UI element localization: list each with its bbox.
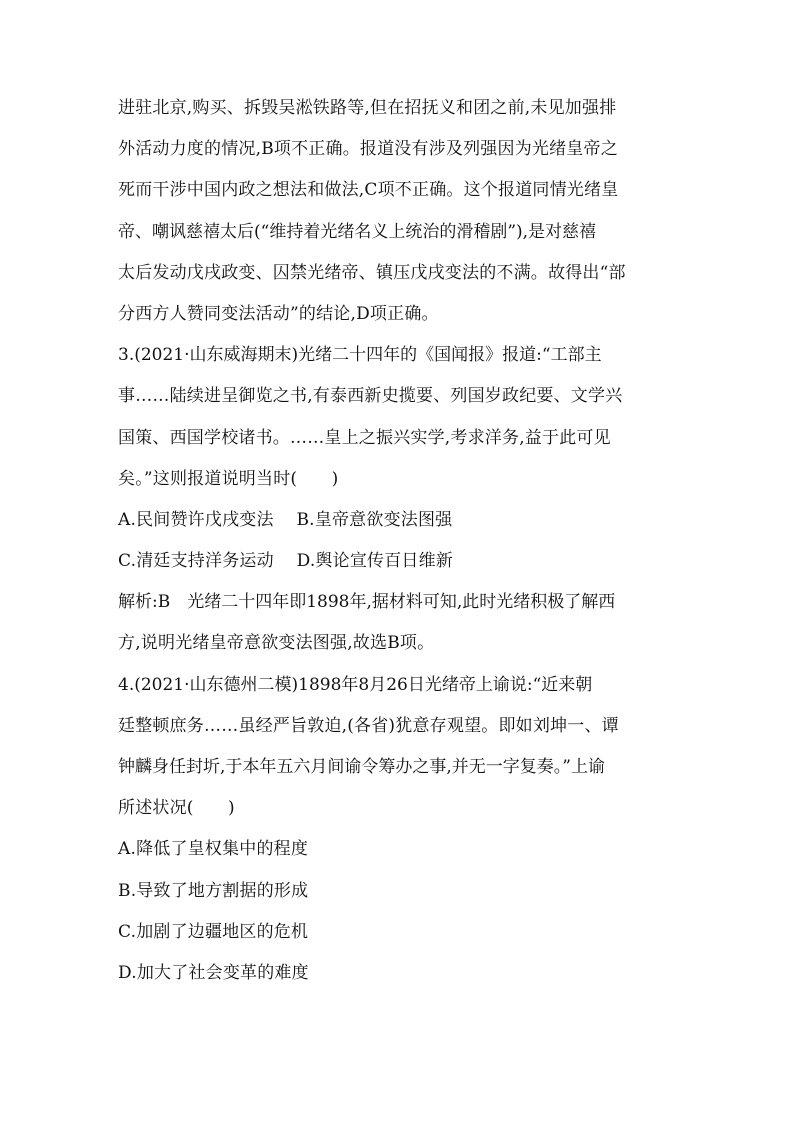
text-line: 方,说明光绪皇帝意欲变法图强,故选B项。 xyxy=(118,633,435,654)
text-line: 廷整顿庶务……虽经严旨敦迫,(各省)犹意存观望。即如刘坤一、谭 xyxy=(118,715,619,736)
text-line: 外活动力度的情况,B项不正确。报道没有涉及列强因为光绪皇帝之 xyxy=(118,139,618,160)
options-row-ab: A.民间赞许戊戌变法 B.皇帝意欲变法图强 xyxy=(118,509,453,530)
text-line: 事……陆续进呈御览之书,有泰西新史揽要、列国岁政纪要、文学兴 xyxy=(118,386,623,407)
text-line: 矣。”这则报道说明当时( ) xyxy=(118,468,339,489)
answer-analysis: 解析:B 光绪二十四年即1898年,据材料可知,此时光绪积极了解西 xyxy=(118,592,616,613)
option-b: B.导致了地方割据的形成 xyxy=(118,880,309,901)
text-line: 国策、西国学校诸书。……皇上之振兴实学,考求洋务,益于此可见 xyxy=(118,427,611,448)
text-line: 死而干涉中国内政之想法和做法,C项不正确。这个报道同情光绪皇 xyxy=(118,180,619,201)
document-page xyxy=(118,88,678,994)
option-c: C.加剧了边疆地区的危机 xyxy=(118,921,309,942)
text-line: 进驻北京,购买、拆毁吴淞铁路等,但在招抚义和团之前,未见加强排 xyxy=(118,98,617,118)
question-3-stem: 3.(2021·山东威海期末)光绪二十四年的《国闻报》报道:“工部主 xyxy=(118,345,602,366)
option-d: D.加大了社会变革的难度 xyxy=(118,962,309,983)
options-row-cd: C.清廷支持洋务运动 D.舆论宣传百日维新 xyxy=(118,551,454,572)
text-line: 分西方人赞同变法活动”的结论,D项正确。 xyxy=(118,303,439,324)
text-line: 所述状况( ) xyxy=(118,798,235,819)
text-line: 钟麟身任封圻,于本年五六月间谕令筹办之事,并无一字复奏。”上谕 xyxy=(118,757,605,777)
question-4-stem: 4.(2021·山东德州二模)1898年8月26日光绪帝上谕说:“近来朝 xyxy=(118,674,593,695)
option-a: A.降低了皇权集中的程度 xyxy=(118,839,309,860)
text-line: 太后发动戊戌政变、囚禁光绪帝、镇压戊戌变法的不满。故得出“部 xyxy=(118,262,626,283)
text-line: 帝、嘲讽慈禧太后(“维持着光绪名义上统治的滑稽剧”),是对慈禧 xyxy=(118,221,597,242)
